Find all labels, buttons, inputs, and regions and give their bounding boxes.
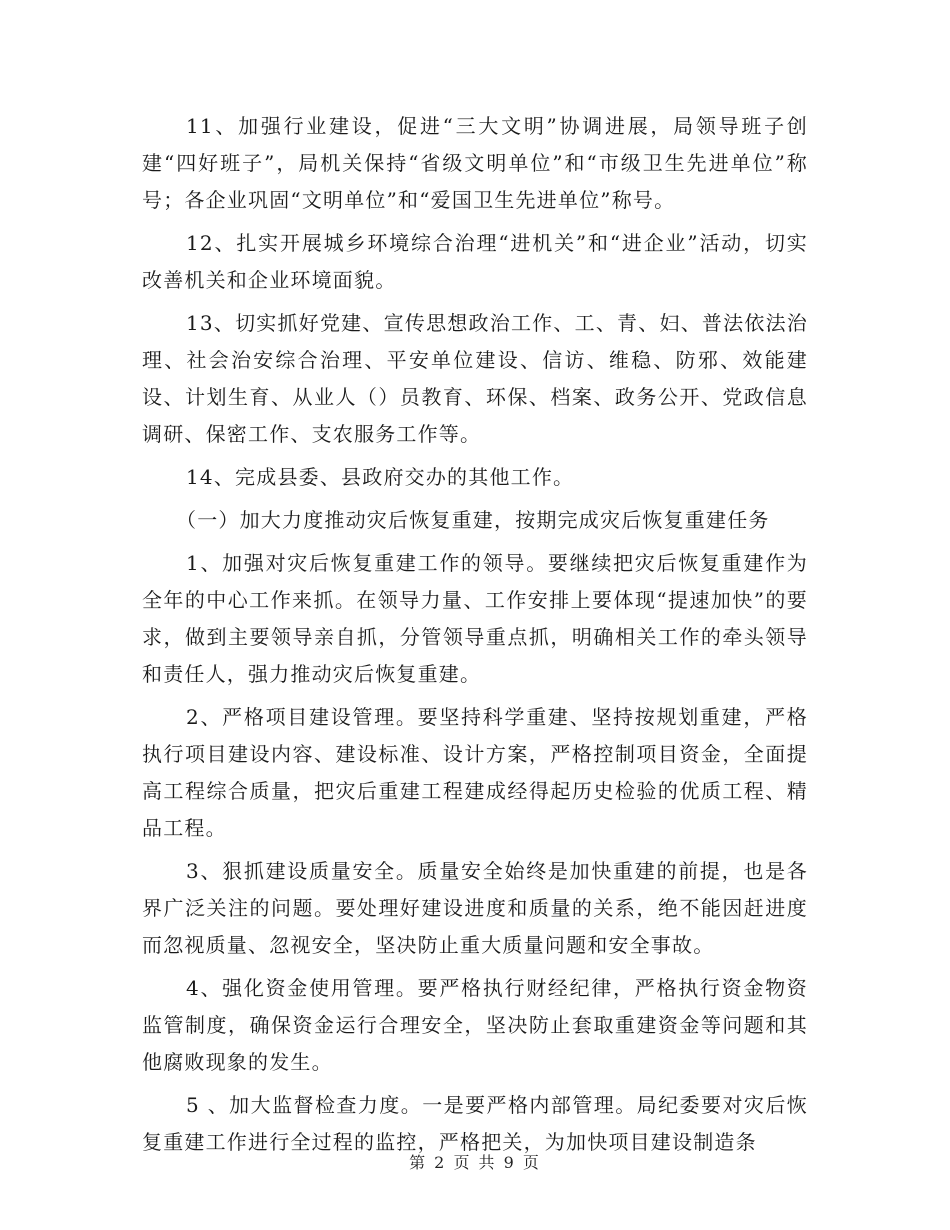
section-heading-1: （一）加大力度推动灾后恢复重建，按期完成灾后恢复重建任务	[176, 508, 770, 532]
paragraph-12: 12、扎实开展城乡环境综合治理“进机关”和“进企业”活动，切实改善机关和企业环境面貌。	[142, 231, 808, 292]
item-2-paragraph: 2、严格项目建设管理。要坚持科学重建、坚持按规划重建，严格执行项目建设内容、建设标准、设计方案，严格控制项目资金，全面提高工程综合质量，把灾后重建工程建成经得起历史检验的优质工程、精品工程。	[142, 705, 808, 840]
page-number-footer: 第 2 页 共 9 页	[409, 1153, 541, 1172]
item-5-paragraph: 5 、加大监督检查力度。一是要严格内部管理。局纪委要对灾后恢复重建工作进行全过程的监控，严格把关，为加快项目建设制造条	[142, 1093, 808, 1154]
document-body	[142, 108, 808, 1167]
paragraph-11: 11、加强行业建设，促进“三大文明”协调进展，局领导班子创建“四好班子”，局机关保持“省级文明单位”和“市级卫生先进单位”称号；各企业巩固“文明单位”和“爱国卫生先进单位”称号。	[142, 114, 808, 212]
paragraph-14: 14、完成县委、县政府交办的其他工作。	[186, 465, 575, 489]
item-4-paragraph: 4、强化资金使用管理。要严格执行财经纪律，严格执行资金物资监管制度，确保资金运行合理安全，坚决防止套取重建资金等问题和其他腐败现象的发生。	[142, 976, 808, 1074]
paragraph-13: 13、切实抓好党建、宣传思想政治工作、工、青、妇、普法依法治理、社会治安综合治理、平安单位建设、信访、维稳、防邪、效能建设、计划生育、从业人（）员教育、环保、档案、政务公开、党政信息调研、保密工作、支农服务工作等。	[142, 311, 808, 446]
item-3-paragraph: 3、狠抓建设质量安全。质量安全始终是加快重建的前提，也是各界广泛关注的问题。要处理好建设进度和质量的关系，绝不能因赶进度而忽视质量、忽视安全，坚决防止重大质量问题和安全事故。	[142, 859, 808, 957]
item-1-paragraph: 1、加强对灾后恢复重建工作的领导。要继续把灾后恢复重建作为全年的中心工作来抓。在领导力量、工作安排上要体现“提速加快”的要求，做到主要领导亲自抓，分管领导重点抓，明确相关工作的牵头领导和责任人，强力推动灾后恢复重建。	[142, 551, 808, 686]
